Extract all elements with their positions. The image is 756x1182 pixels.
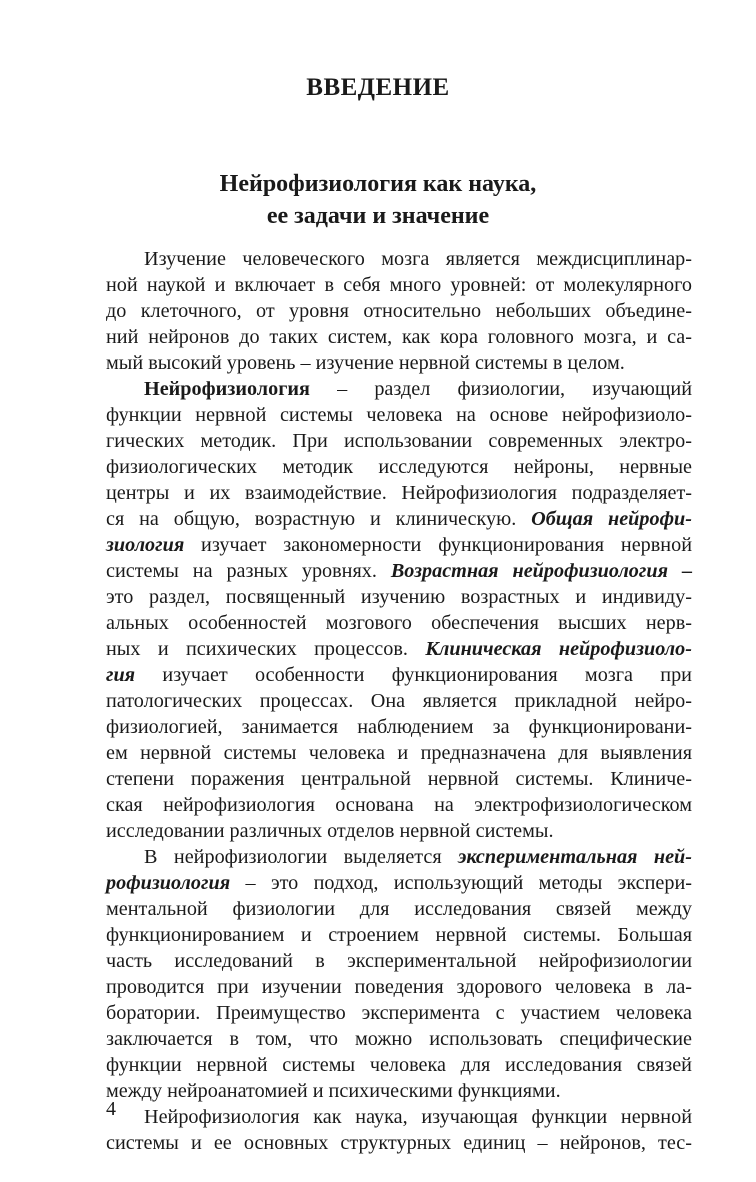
text-line: ных и психических процессов. Клиническая нейрофизиоло- [106, 638, 692, 660]
text-line: Нейрофизиология как наука, изучающая функции нервной [144, 1106, 692, 1128]
text-line: заключается в том, что можно использовать специфические [106, 1028, 692, 1050]
text-line: функции нервной системы человека для исследования связей [106, 1054, 692, 1076]
text-line: мый высокий уровень – изучение нервной системы в целом. [106, 352, 625, 374]
text-line: Нейрофизиология – раздел физиологии, изучающий [144, 378, 692, 400]
term-neurophysiology: Нейрофизиология [144, 378, 310, 400]
section-title-line-2: ее задачи и значение [266, 203, 490, 229]
text-line: проводится при изучении поведения здорового человека в ла- [106, 976, 692, 998]
term-age-neurophysiology: Возрастная нейрофизиология [390, 560, 668, 582]
text-line: системы и ее основных структурных единиц – нейронов, тес- [106, 1132, 692, 1154]
text-line: гия изучает особенности функционирования мозга при [106, 664, 692, 686]
text-line: степени поражения центральной нервной системы. Клиниче- [106, 768, 692, 790]
text-line: патологических процессах. Она является прикладной нейро- [106, 690, 692, 712]
term-general-neurophysiology-cont: зиология [106, 534, 185, 556]
section-title-line-1: Нейрофизиология как наука, [219, 171, 537, 197]
text-line: исследовании различных отделов нервной системы. [106, 820, 554, 842]
text-line: ская нейрофизиология основана на электрофизиологическом [106, 794, 692, 816]
page-number: 4 [106, 1098, 116, 1120]
text-line: ем нервной системы человека и предназначена для выявления [106, 742, 692, 764]
text-line: физиологических методик исследуются нейроны, нервные [106, 456, 692, 478]
term-clinical-neurophysiology: Клиническая нейрофизиоло- [425, 638, 692, 660]
text-line: между нейроанатомией и психическими функциями. [106, 1080, 561, 1102]
text-line: ний нейронов до таких систем, как кора головного мозга, и са- [106, 326, 692, 348]
term-general-neurophysiology: Общая нейрофи- [531, 508, 692, 530]
text-line: физиологией, занимается наблюдением за функционировани- [106, 716, 692, 738]
text-line: ментальной физиологии для исследования связей между [106, 898, 692, 920]
section-title [0, 168, 756, 232]
chapter-title: ВВЕДЕНИЕ [306, 74, 450, 101]
text-line: это раздел, посвященный изучению возрастных и индивиду- [106, 586, 692, 608]
text-line: Изучение человеческого мозга является междисциплинар- [144, 248, 692, 270]
text-line: функционированием и строением нервной системы. Большая [106, 924, 692, 946]
text-line: В нейрофизиологии выделяется экспериментальная ней- [144, 846, 692, 868]
text-line: функции нервной системы человека на основе нейрофизиоло- [106, 404, 692, 426]
term-clinical-neurophysiology-cont: гия [106, 664, 136, 686]
term-experimental-neurophysiology-cont: рофизиология [106, 872, 231, 894]
text-line: часть исследований в экспериментальной нейрофизиологии [106, 950, 692, 972]
text-line: рофизиология – это подход, использующий методы экспери- [106, 872, 692, 894]
text-line: боратории. Преимущество эксперимента с участием человека [106, 1002, 692, 1024]
text-line: ной наукой и включает в себя много уровней: от молекулярного [106, 274, 692, 296]
text-line: зиология изучает закономерности функционирования нервной [106, 534, 692, 556]
text-line: до клеточного, от уровня относительно небольших объедине- [106, 300, 692, 322]
text-line: альных особенностей мозгового обеспечения высших нерв- [106, 612, 692, 634]
text-line: центры и их взаимодействие. Нейрофизиология подразделяет- [106, 482, 692, 504]
term-experimental-neurophysiology: экспериментальная ней- [458, 846, 692, 868]
text-line: гических методик. При использовании современных электро- [106, 430, 692, 452]
text-line: ся на общую, возрастную и клиническую. Общая нейрофи- [106, 508, 692, 530]
body-text [106, 246, 692, 1156]
text-line: системы на разных уровнях. Возрастная нейрофизиология – [106, 560, 693, 582]
